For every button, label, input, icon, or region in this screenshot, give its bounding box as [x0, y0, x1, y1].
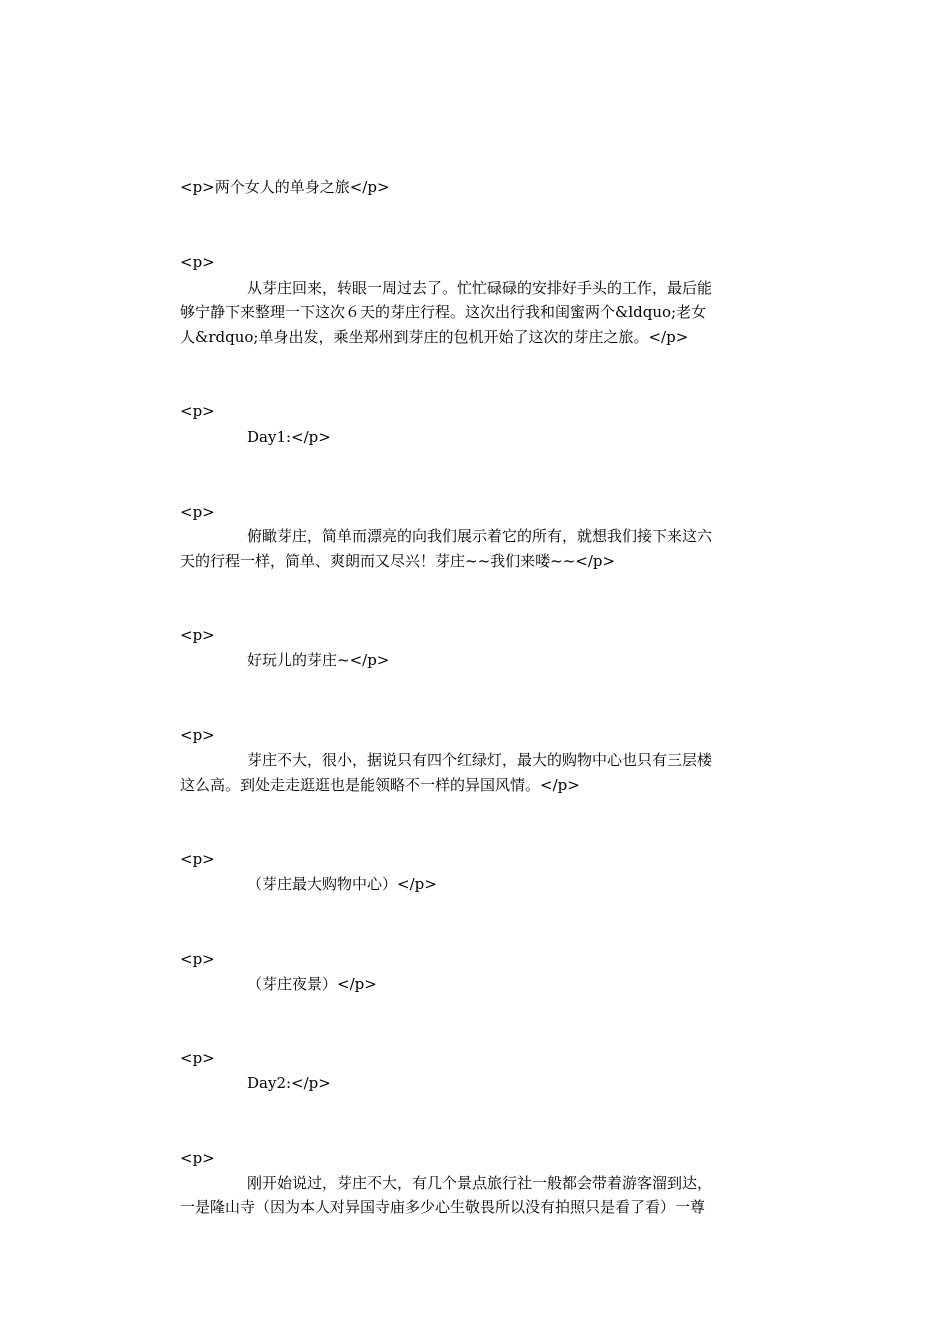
- p-open-tag: <p>: [180, 402, 215, 420]
- p-open-tag: <p>: [180, 1149, 215, 1167]
- paragraph-line: 刚开始说过，芽庄不大，有几个景点旅行社一般都会带着游客溜到达，: [247, 1174, 713, 1192]
- p-open-tag: <p>: [180, 850, 215, 868]
- day-heading: Day2:</p>: [247, 1074, 331, 1092]
- paragraph-line: 从芽庄回来，转眼一周过去了。忙忙碌碌的安排好手头的工作，最后能: [247, 279, 713, 297]
- paragraph-line: 好玩儿的芽庄~</p>: [247, 651, 390, 669]
- paragraph-line: 俯瞰芽庄，简单而漂亮的向我们展示着它的所有，就想我们接下来这六: [247, 527, 713, 545]
- p-open-tag: <p>: [180, 503, 215, 521]
- image-caption: （芽庄夜景）</p>: [247, 975, 377, 993]
- paragraph-line: 够宁静下来整理一下这次６天的芽庄行程。这次出行我和闺蜜两个&ldquo;老女: [180, 303, 707, 321]
- paragraph-line: 天的行程一样，简单、爽朗而又尽兴！芽庄~~我们来喽~~</p>: [180, 552, 616, 570]
- paragraph-line: 人&rdquo;单身出发，乘坐郑州到芽庄的包机开始了这次的芽庄之旅。</p>: [180, 328, 689, 346]
- p-open-tag: <p>: [180, 253, 215, 271]
- p-open-tag: <p>: [180, 726, 215, 744]
- p-open-tag: <p>: [180, 950, 215, 968]
- doc-title: <p>两个女人的单身之旅</p>: [180, 178, 390, 196]
- paragraph-line: 一是隆山寺（因为本人对异国寺庙多少心生敬畏所以没有拍照只是看了看）一尊: [180, 1198, 706, 1216]
- p-open-tag: <p>: [180, 1049, 215, 1067]
- paragraph-line: 这么高。到处走走逛逛也是能领略不一样的异国风情。</p>: [180, 776, 580, 794]
- day-heading: Day1:</p>: [247, 428, 331, 446]
- paragraph-line: 芽庄不大，很小，据说只有四个红绿灯，最大的购物中心也只有三层楼: [247, 751, 713, 769]
- p-open-tag: <p>: [180, 626, 215, 644]
- image-caption: （芽庄最大购物中心）</p>: [247, 875, 437, 893]
